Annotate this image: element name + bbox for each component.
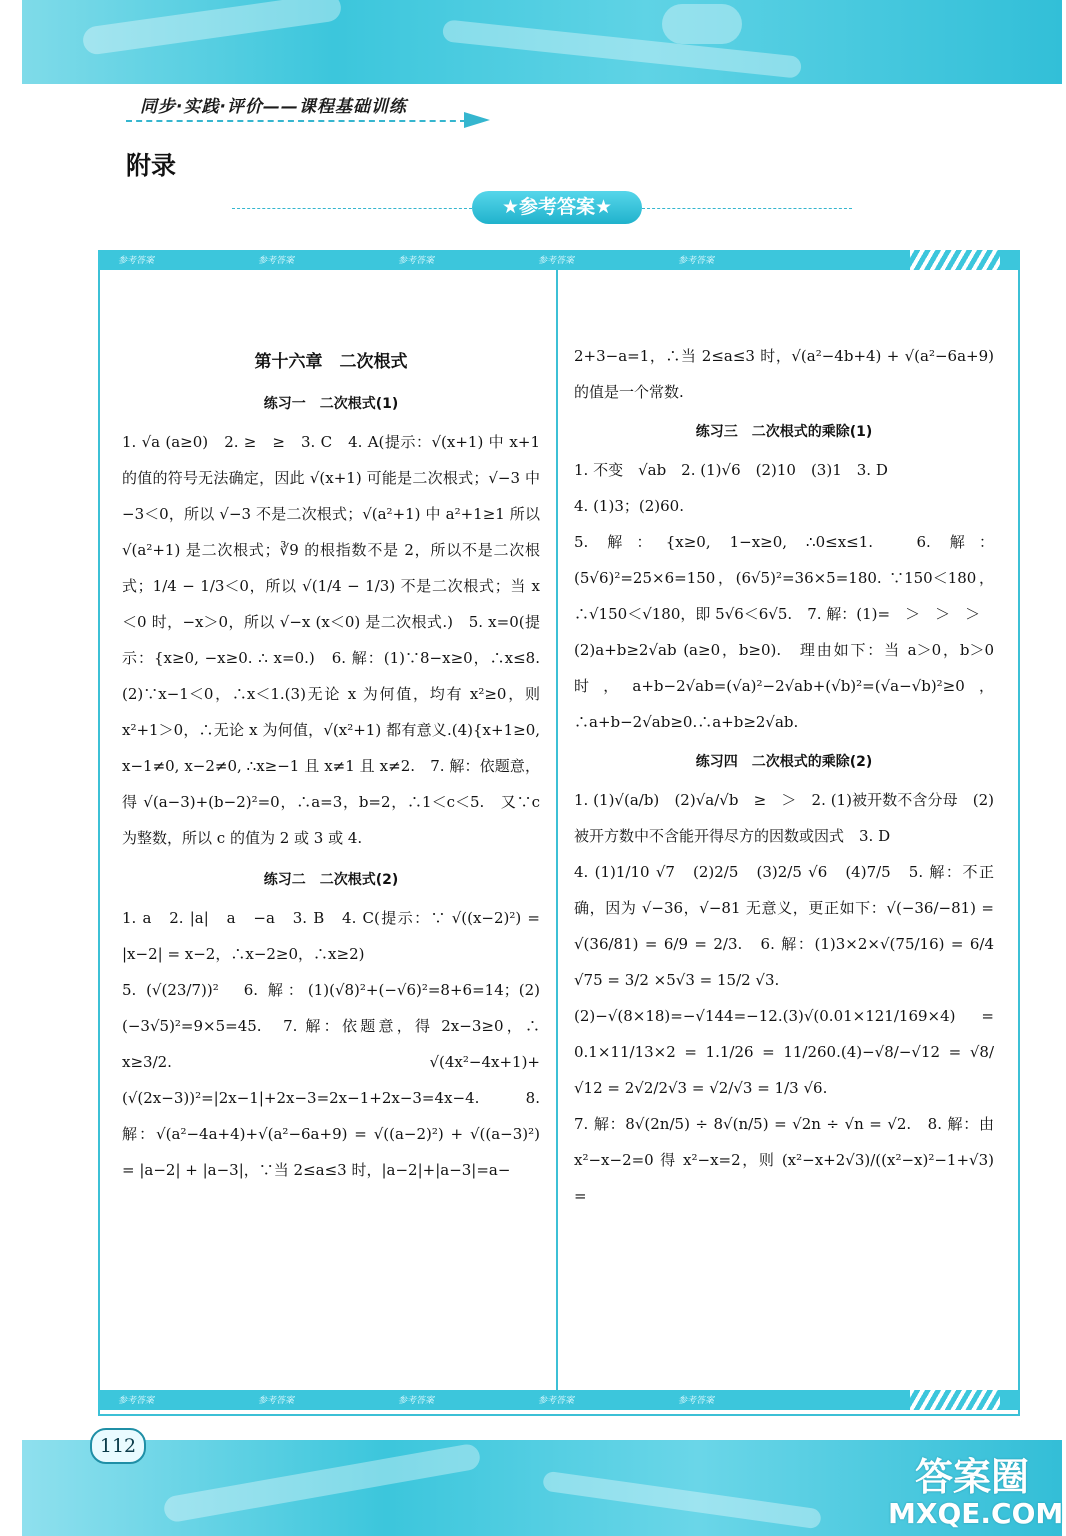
answer-paragraph: (2)a+b≥2√ab (a≥0，b≥0). 理由如下：当 a＞0，b＞0 时，a+b−2√ab=(√a)²−2√ab+(√b)²=(√a−√b)²≥0，∴a+b−2√ab≥0.∴a+b≥2√ab. [574,641,994,731]
left-column [122,338,540,1188]
top-strip [98,250,1020,270]
answer-paragraph: 1. √a (a≥0) 2. ≥ ≥ 3. C 4. A(提示：√(x+1) 中 x+1 的值的符号无法确定，因此 √(x+1) 可能是二次根式；√−3 中 −3＜0，所以 √−3 不是二次根式；√(a²+1) 中 a²+1≥1 所以 √(a²+1) 是二次根式；∛9 的根指数不是 2，所以不是二次根式；1/4 − 1/3＜0，所以 √(1/4 − 1/3) 不是二次根式；当 x＜0 时，−x＞0，所以 √−x (x＜0) 是二次根式.) 5. x=0(提示：{x≥0, −x≥0. ∴ x=0.) 6. 解：(1)∵8−x≥0，∴x≤8.(2)∵x−1＜0，∴x＜1.(3)无论 x 为何值，均有 x²≥0，则 x²+1＞0，∴无论 x 为何值，√(x²+1) 都有意义.(4){x+1≥0, x−1≠0, x−2≠0, ∴x≥−1 且 x≠1 且 x≠2. 7. 解：依题意，得 √(a−3)+(b−2)²=0，∴a=3，b=2，∴1＜c＜5. 又∵c 为整数，所以 c 的值为 2 或 3 或 4. [122,433,540,847]
page-number: 112 [90,1428,146,1464]
badge-dashed-line [642,208,852,209]
strip-label: 参考答案 [678,256,715,266]
answer-paragraph: 1. (1)√(a/b) (2)√a/√b ≥ ＞ 2. (1)被开数不含分母 (2)被开方数中不含能开得尽方的因数或因式 3. D [574,791,994,845]
answer-paragraph: 7. 解：8√(2n/5) ÷ 8√(n/5) = √2n ÷ √n = √2. 8. 解：由 x²−x−2=0 得 x²−x=2，则 (x²−x+2√3)/((x²−x)²−1+√3) = [574,1115,994,1205]
banner-streak [81,0,342,56]
answer-paragraph: 2+3−a=1，∴当 2≤a≤3 时，√(a²−4b+4) + √(a²−6a+9) 的值是一个常数. [574,347,994,401]
answers-badge: ★参考答案★ [472,191,642,224]
answer-paragraph: 1. 不变 √ab 2. (1)√6 (2)10 (3)1 3. D [574,461,888,479]
section-title: 练习三 二次根式的乘除(1) [695,424,873,440]
watermark [888,1446,1064,1530]
answer-paragraph: 1. a 2. |a| a −a 3. B 4. C(提示：∵ √((x−2)²) = |x−2| = x−2，∴x−2≥0，∴x≥2) [122,909,540,963]
banner-streak [662,4,742,44]
strip-label: 参考答案 [398,256,435,266]
header-arrow-icon [464,112,490,128]
appendix-title: 附录 [126,151,177,180]
banner-streak [442,19,802,79]
answer-paragraph: 4. (1)1/10 √7 (2)2/5 (3)2/5 √6 (4)7/5 5. 解：不正确，因为 √−36，√−81 无意义，更正如下：√(−36/−81) = √(36/81) = 6/9 = 2/3. 6. 解：(1)3×2×√(75/16) = 6/4 √75 = 3/2 ×5√3 = 15/2 √3. [574,863,994,989]
watermark-url: MXQE.COM [888,1497,1064,1530]
section-title: 练习二 二次根式(2) [263,872,399,888]
section-title: 练习四 二次根式的乘除(2) [695,754,873,770]
badge-dashed-line [232,208,472,209]
strip-label: 参考答案 [398,1396,435,1406]
strip-label: 参考答案 [678,1396,715,1406]
strip-label: 参考答案 [258,1396,295,1406]
right-column [574,338,994,1214]
banner-streak [542,1471,822,1530]
section-title: 练习一 二次根式(1) [263,396,399,412]
answer-paragraph: 5. (√(23/7))² 6. 解：(1)(√8)²+(−√6)²=8+6=14；(2)(−3√5)²=9×5=45. 7. 解：依题意，得 2x−3≥0，∴ x≥3/2. √(4x²−4x+1)+(√(2x−3))²=|2x−1|+2x−3=2x−1+2x−3=4x−4. 8. 解：√(a²−4a+4)+√(a²−6a+9) = √((a−2)²) + √((a−3)²) = |a−2| + |a−3|，∵当 2≤a≤3 时，|a−2|+|a−3|=a− [122,981,540,1179]
strip-label: 参考答案 [538,256,575,266]
answer-paragraph: 4. (1)3；(2)60. [574,497,684,515]
strip-label: 参考答案 [118,256,155,266]
top-banner [22,0,1062,84]
chapter-title: 第十六章 二次根式 [254,352,408,372]
column-divider [556,270,558,1390]
bottom-strip [98,1390,1020,1410]
answer-paragraph: (2)−√(8×18)=−√144=−12.(3)√(0.01×121/169×4) = 0.1×11/13×2 = 1.1/26 = 11/260.(4)−√8/−√12 = √8/√12 = 2√2/2√3 = √2/√3 = 1/3 √6. [574,1007,994,1097]
strip-label: 参考答案 [118,1396,155,1406]
header-dashed-line [126,120,466,122]
watermark-logo: 答案圈 [914,1455,1029,1499]
strip-label: 参考答案 [538,1396,575,1406]
strip-label: 参考答案 [258,256,295,266]
series-title: 同步·实践·评价——课程基础训练 [140,97,407,117]
answer-paragraph: 5. 解：{x≥0, 1−x≥0, ∴0≤x≤1. 6. 解：(5√6)²=25×6=150，(6√5)²=36×5=180. ∵150＜180，∴√150＜√180，即 5√6＜6√5. 7. 解：(1)= ＞ ＞ ＞ [574,533,994,623]
strip-hatch [910,250,1000,270]
strip-hatch [910,1390,1000,1410]
banner-streak [162,1442,482,1523]
